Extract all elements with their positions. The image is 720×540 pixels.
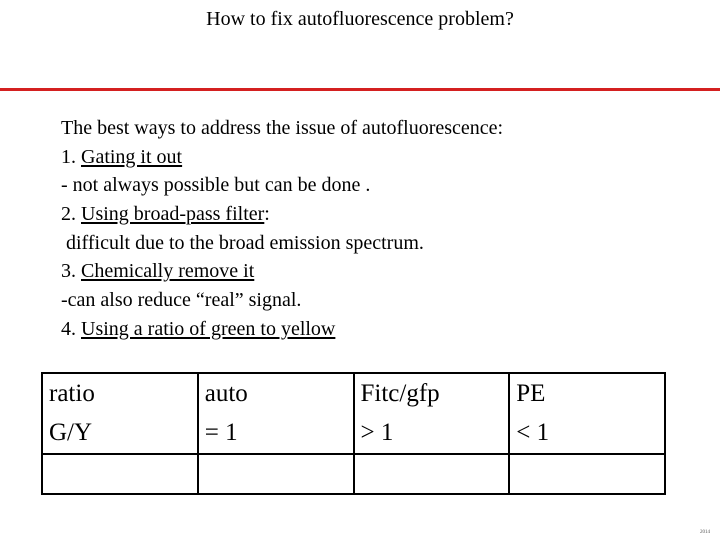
cell-line-2: > 1 [360,419,394,446]
item-1-note: - not always possible but can be done . [61,174,371,197]
table-cell-empty [354,454,510,494]
item-4-number: 4. [61,317,81,340]
item-3-note: -can also reduce “real” signal. [61,289,302,312]
item-2-suffix: : [264,203,270,226]
item-1-number: 1. [61,145,81,168]
item-3-label: Chemically remove it [81,260,255,283]
body-text [61,114,681,344]
table-row [42,454,665,494]
cell-line-2: G/Y [49,419,93,446]
intro-line: The best ways to address the issue of autofluorescence: [61,117,504,139]
item-4-label: Using a ratio of green to yellow [81,317,336,340]
table-cell-ratio [42,373,198,454]
item-2-note: difficult due to the broad emission spectrum. [61,231,424,254]
item-2 [61,200,681,229]
title-divider [0,88,720,91]
table-cell-empty [42,454,198,494]
item-1-label: Gating it out [81,145,183,168]
table-cell-empty [509,454,665,494]
slide-title: How to fix autofluorescence problem? [206,8,514,30]
item-3-number: 3. [61,260,81,283]
table-row [42,373,665,454]
item-3 [61,257,681,286]
cell-line-1: Fitc/gfp [360,380,440,407]
ratio-table [41,372,666,495]
cell-line-1: ratio [49,380,95,407]
cell-line-1: PE [516,380,546,407]
item-2-label: Using broad-pass filter [81,203,265,226]
item-4 [61,315,681,344]
table-cell-pe [509,373,665,454]
cell-line-2: < 1 [516,419,550,446]
item-1 [61,143,681,172]
footer-mark: 2014 [700,530,710,535]
item-2-number: 2. [61,203,81,226]
table-cell-empty [198,454,354,494]
cell-line-1: auto [204,380,248,407]
table-cell-fitc-gfp [354,373,510,454]
cell-line-2: = 1 [204,419,238,446]
table-cell-auto [198,373,354,454]
